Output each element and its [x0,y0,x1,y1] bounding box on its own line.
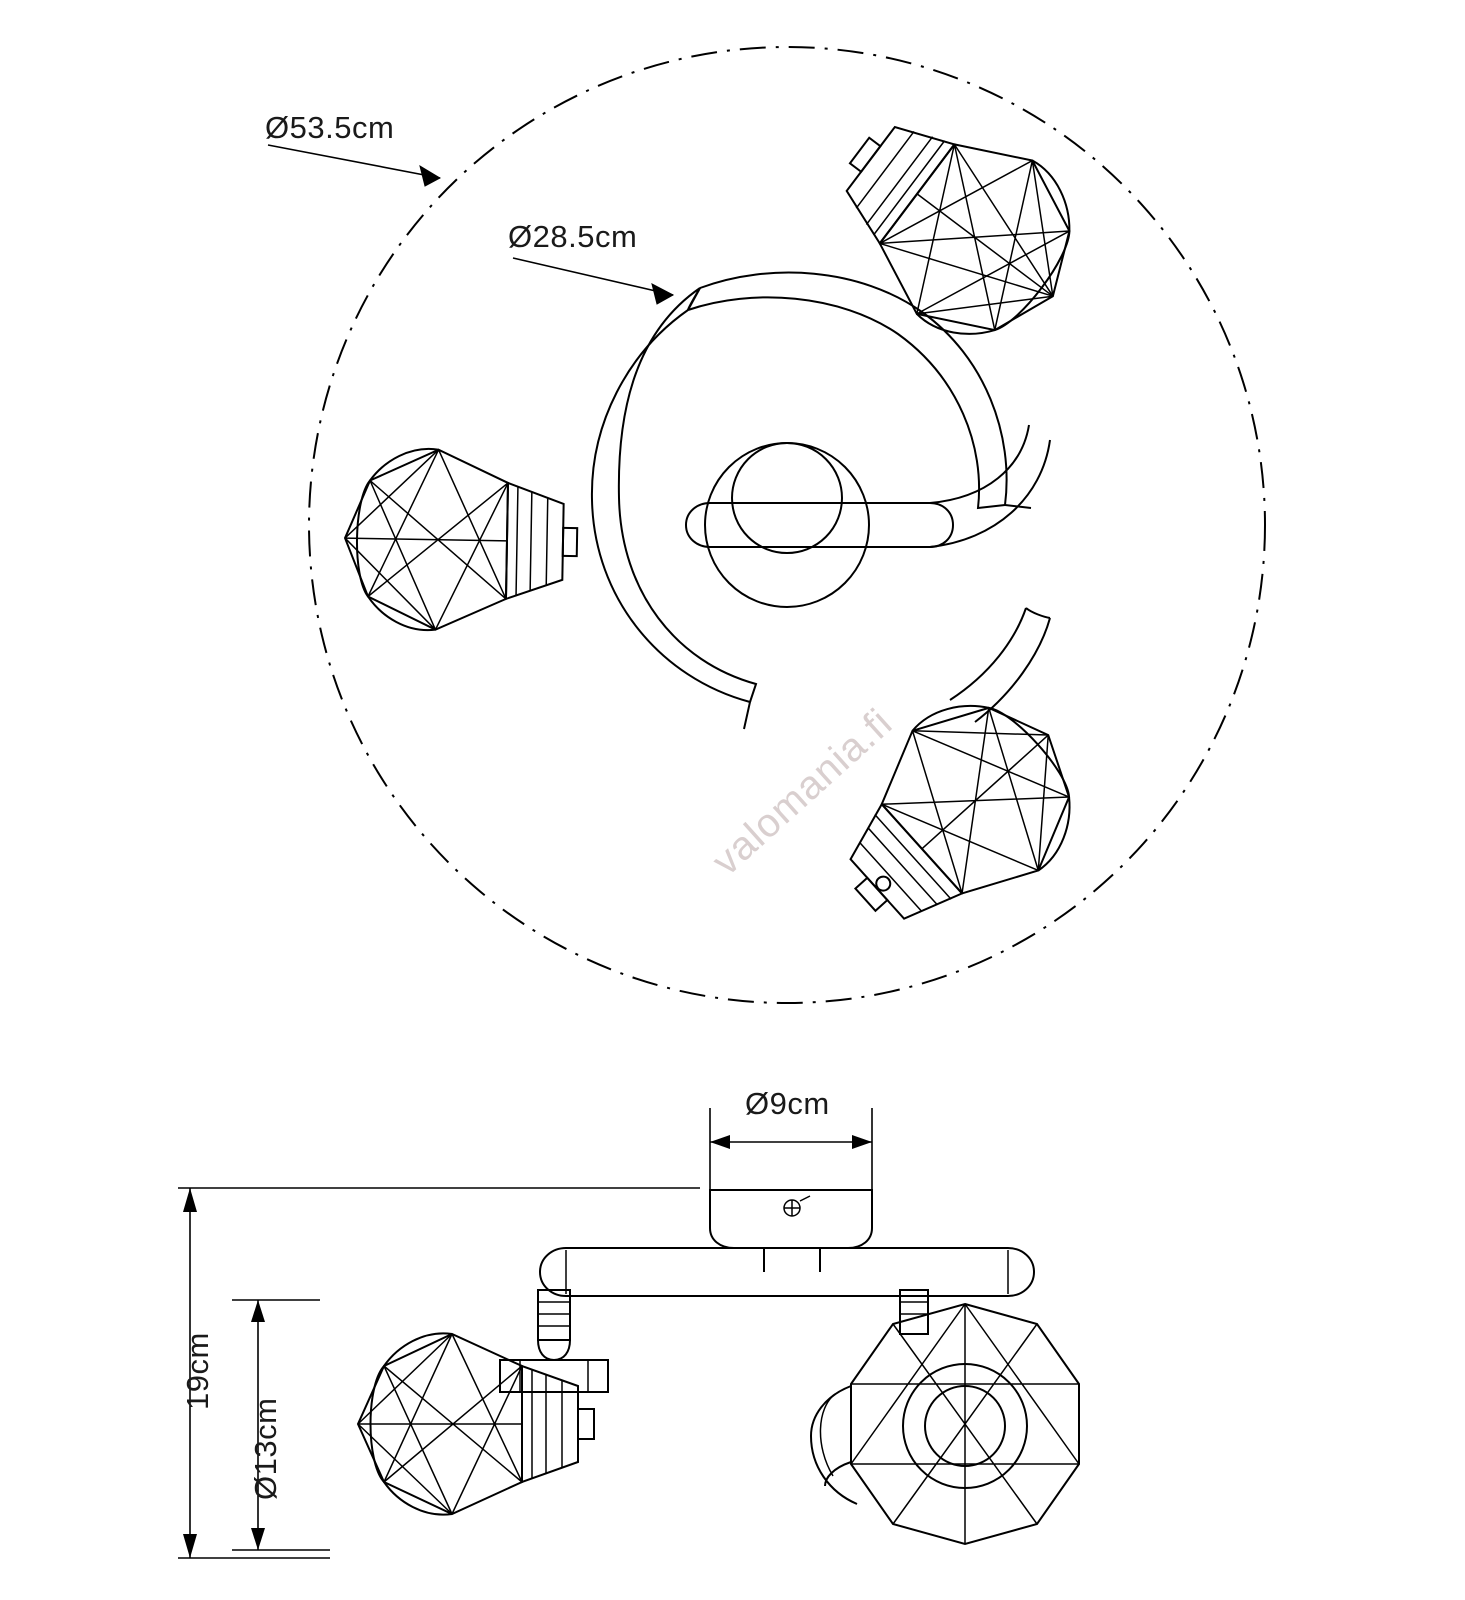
side-view [178,1108,1079,1558]
mounting-bar-side [540,1248,1034,1296]
watermark-text: valomania.fi [703,700,901,884]
leader-arm-circle-diameter [513,258,673,304]
dimension-label-arm-circle-diameter: Ø28.5cm [508,219,638,254]
canopy-inner-circle [732,443,842,553]
cage-shade-left [343,447,578,632]
arm-set [592,273,1050,729]
canopy-side [710,1190,872,1272]
dimension-label-overall-diameter: Ø53.5cm [265,110,395,145]
cage-shade-top-right [801,73,1111,373]
leader-overall-diameter [268,145,440,186]
canopy-outline [705,443,869,607]
dimension-label-canopy-diameter: Ø9cm [745,1086,830,1121]
cage-shade-bottom-right [802,665,1111,970]
top-view [268,47,1265,1003]
dimension-label-shade-diameter: Ø13cm [248,1397,283,1500]
outer-diameter-circle [309,47,1265,1003]
dimension-label-total-height: 19cm [180,1332,215,1410]
cage-shade-side-right [811,1304,1079,1544]
